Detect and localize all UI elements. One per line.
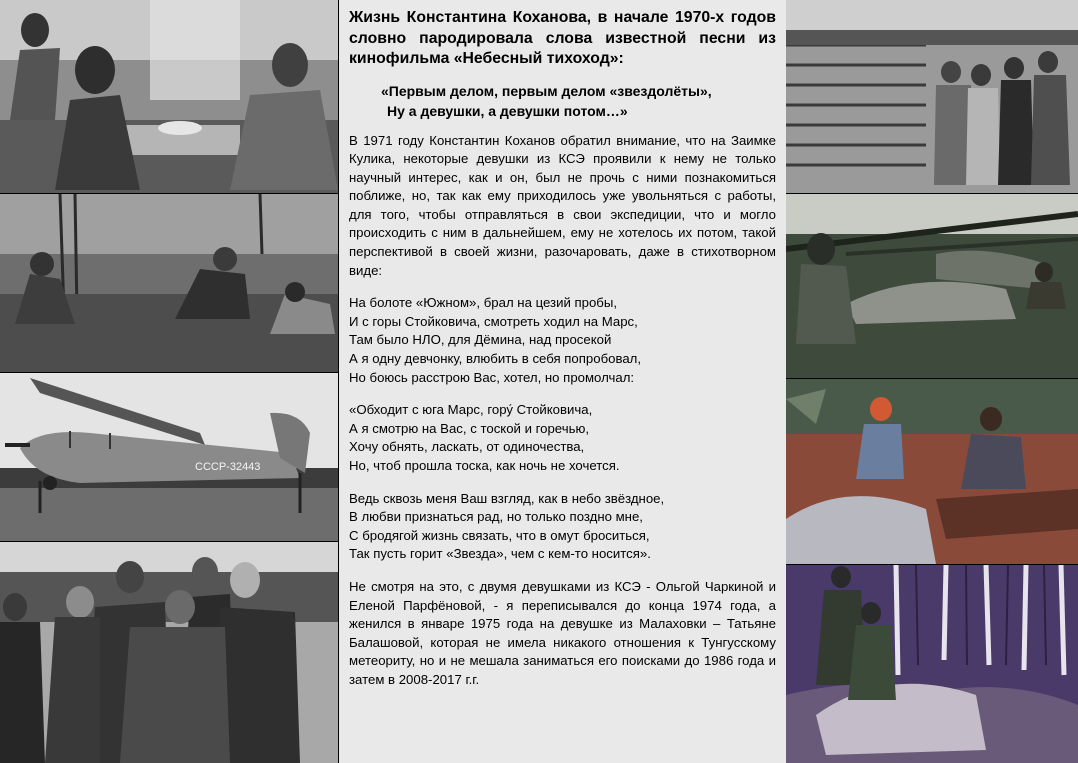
verse-stanza-3 bbox=[349, 490, 776, 564]
verse-line: На болоте «Южном», брал на цезий пробы, bbox=[349, 295, 617, 311]
photo-group-portrait bbox=[0, 542, 338, 763]
airplane-registration: СССР-32443 bbox=[195, 461, 261, 473]
verse-line: Но, чтоб прошла тоска, как ночь не хочется. bbox=[349, 458, 620, 473]
verse-line: Ведь сквозь меня Ваш взгляд, как в небо звёздное, bbox=[349, 490, 665, 506]
verse-line: Там было НЛО, для Дёмина, над просекой bbox=[349, 332, 612, 348]
paragraph-intro: В 1971 году Константин Коханов обратил внимание, что на Заимке Кулика, некоторые девушки из КСЭ проявили к нему не только научный интерес, как и он, был не прочь с ними познакомиться поближе, но, так как ему приходилось уже увольняться с работы, для того, чтобы отправляться в свои экспедиции, что и могло происходить с ним в дальнейшем, ему не хотелось их потом, такой перспективой в своей жизни, разочаровать, даже в стихотворном виде: bbox=[349, 132, 776, 278]
verse-line: Но боюсь расстрою Вас, хотел, но промолчал: bbox=[349, 369, 635, 385]
photo-sampling-field bbox=[0, 194, 338, 372]
verse-stanza-1 bbox=[349, 294, 776, 387]
song-quote-line: Ну а девушки, а девушки потом…» bbox=[387, 102, 628, 119]
photo-an2-airplane bbox=[0, 373, 338, 541]
verse-line: Так пусть горит «Звезда», чем с кем-то носится». bbox=[349, 546, 651, 562]
verse-line: В любви признаться рад, но только поздно мне, bbox=[349, 509, 643, 525]
photo-excavation-pit bbox=[786, 379, 1078, 564]
verse-stanza-2 bbox=[349, 401, 776, 475]
song-quote bbox=[349, 81, 776, 121]
page-title: Жизнь Константина Коханова, в начале 1970-х годов словно пародировала слова известной песни из кинофильма «Небесный тихоход»: bbox=[349, 9, 776, 67]
verse-line: «Обходит с юга Марс, гору́ Стойковича, bbox=[349, 402, 593, 418]
verse-line: А я одну девчонку, влюбить в себя попробовал, bbox=[349, 351, 642, 367]
song-quote-line: «Первым делом, первым делом «звездолёты», bbox=[381, 82, 712, 99]
verse-line: И с горы Стойковича, смотреть ходил на Марс, bbox=[349, 313, 638, 329]
text-panel bbox=[339, 0, 786, 763]
photo-camp-meal bbox=[0, 0, 338, 193]
photo-forest-boulder bbox=[786, 194, 1078, 378]
verse-line: А я смотрю на Вас, с тоской и горечью, bbox=[349, 420, 590, 436]
verse-line: С бродягой жизнь связать, что в омут броситься, bbox=[349, 527, 650, 543]
verse-line: Хочу обнять, ласкать, от одиночества, bbox=[349, 439, 585, 455]
paragraph-closing: Не смотря на это, с двумя девушками из КСЭ - Ольгой Чаркиной и Еленой Парфёновой, - я переписывался до конца 1974 года, а женился в январе 1975 года на девушке из Малаховки – Татьяне Балашовой, которая не имела никакого отношения к Тунгусскому метеориту, но и не мешала заниматься его поисками до 1986 года и затем в 2008-2017 г.г. bbox=[349, 578, 776, 687]
photo-log-cabin-group bbox=[786, 0, 1078, 193]
photo-birch-forest-boulder bbox=[786, 565, 1078, 763]
